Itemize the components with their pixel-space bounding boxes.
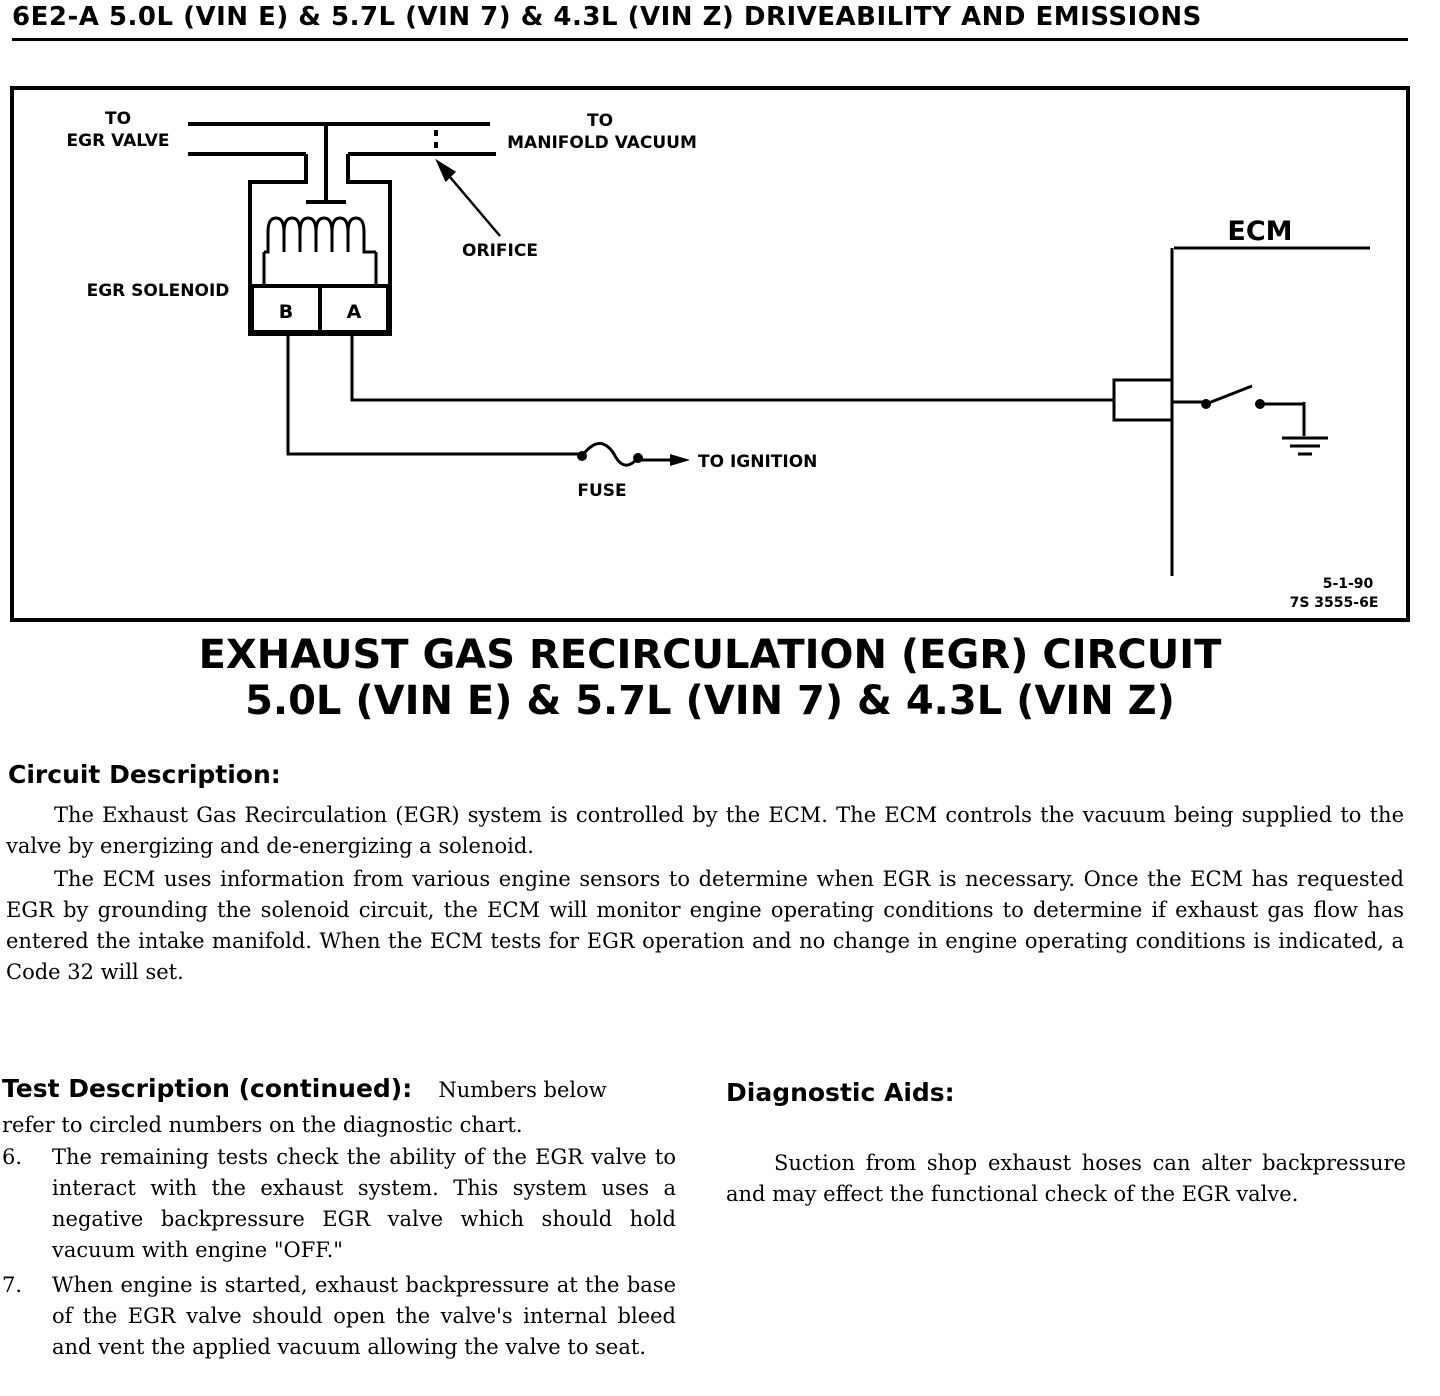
wire-a-to-ecm: [352, 334, 1114, 400]
diagnostic-aids-text: Suction from shop exhaust hoses can alter backpressure and may effect the functional check of the EGR valve.: [726, 1151, 1406, 1206]
fuse-dot-right: [633, 453, 643, 463]
test-item-7-number: 7.: [2, 1273, 23, 1297]
wiring: [288, 248, 1370, 576]
circuit-description-paragraph-2: The ECM uses information from various engine sensors to determine when EGR is necessary. Once the ECM has requested EGR by grounding the solenoid circuit, the ECM will monitor engine operating conditions to determine if exhaust gas flow has entered the intake manifold. When the ECM tests for EGR operation and no change in engine operating conditions is indicated, a Code 32 will set.: [6, 867, 1404, 984]
circuit-description-heading: Circuit Description:: [8, 760, 281, 789]
diagnostic-aids-heading: Diagnostic Aids:: [726, 1078, 955, 1107]
label-orifice: ORIFICE: [462, 241, 538, 261]
coil-loops: [264, 218, 376, 252]
ignition-arrowhead: [670, 454, 690, 466]
label-to-egr-valve-1: TO: [104, 109, 132, 129]
circuit-description-paragraph-1: The Exhaust Gas Recirculation (EGR) system is controlled by the ECM. The ECM controls the vacuum being supplied to the valve by energizing and de-energizing a solenoid.: [6, 803, 1404, 858]
solenoid-terminals: [252, 286, 388, 332]
page-header: 6E2-A 5.0L (VIN E) & 5.7L (VIN 7) & 4.3L (VIN Z) DRIVEABILITY AND EMISSIONS: [12, 2, 1202, 32]
ecm-driver-box: [1114, 380, 1172, 420]
test-item-6-text: The remaining tests check the ability of the EGR valve to interact with the exhaust system. This system uses a negative backpressure EGR valve which should hold vacuum with engine "OFF.": [52, 1145, 676, 1262]
label-figure-code: 7S 3555-6E: [1289, 595, 1379, 611]
test-item-7-text: When engine is started, exhaust backpressure at the base of the EGR valve should open the valve's internal bleed and vent the applied vacuum allowing the valve to seat.: [52, 1273, 676, 1359]
label-egr-solenoid: EGR SOLENOID: [86, 281, 230, 301]
vacuum-lines: [188, 124, 496, 334]
solenoid-coil: [264, 218, 376, 286]
label-terminal-a: A: [346, 301, 362, 323]
fuse-symbol: [582, 443, 638, 465]
test-description-intro-b: refer to circled numbers on the diagnostic chart.: [2, 1113, 523, 1137]
label-to-egr-valve-2: EGR VALVE: [66, 131, 170, 151]
switch-dot-left: [1201, 399, 1211, 409]
test-item-7: [2, 1270, 676, 1363]
orifice-arrow: [438, 162, 500, 236]
label-fuse: FUSE: [577, 481, 627, 501]
test-description-heading-line: [2, 1074, 678, 1103]
label-to-manifold-2: MANIFOLD VACUUM: [507, 133, 697, 153]
switch-dot-right: [1255, 399, 1265, 409]
egr-circuit-diagram: [10, 86, 1410, 624]
wire-b-to-fuse: [288, 334, 580, 454]
figure-title-line1: EXHAUST GAS RECIRCULATION (EGR) CIRCUIT: [198, 632, 1222, 678]
test-item-6: [2, 1142, 676, 1266]
orifice-arrow-line: [444, 170, 500, 236]
label-date-code: 5-1-90: [1322, 576, 1374, 592]
figure-title-line2: 5.0L (VIN E) & 5.7L (VIN 7) & 4.3L (VIN Z): [245, 678, 1175, 724]
header-rule: [12, 38, 1408, 41]
ecm-switch-blade: [1206, 386, 1252, 404]
fuse-dot-left: [577, 451, 587, 461]
label-ecm: ECM: [1227, 216, 1293, 247]
label-terminal-b: B: [278, 301, 294, 323]
diagram-frame: [12, 88, 1408, 620]
test-item-6-number: 6.: [2, 1145, 23, 1169]
test-description-heading: Test Description (continued):: [2, 1074, 413, 1103]
test-description-intro-a: Numbers below: [438, 1078, 607, 1102]
wiring-dots: [577, 399, 1265, 466]
label-to-ignition: TO IGNITION: [698, 452, 818, 472]
label-to-manifold-1: TO: [586, 111, 614, 131]
figure-title: [0, 632, 1420, 724]
